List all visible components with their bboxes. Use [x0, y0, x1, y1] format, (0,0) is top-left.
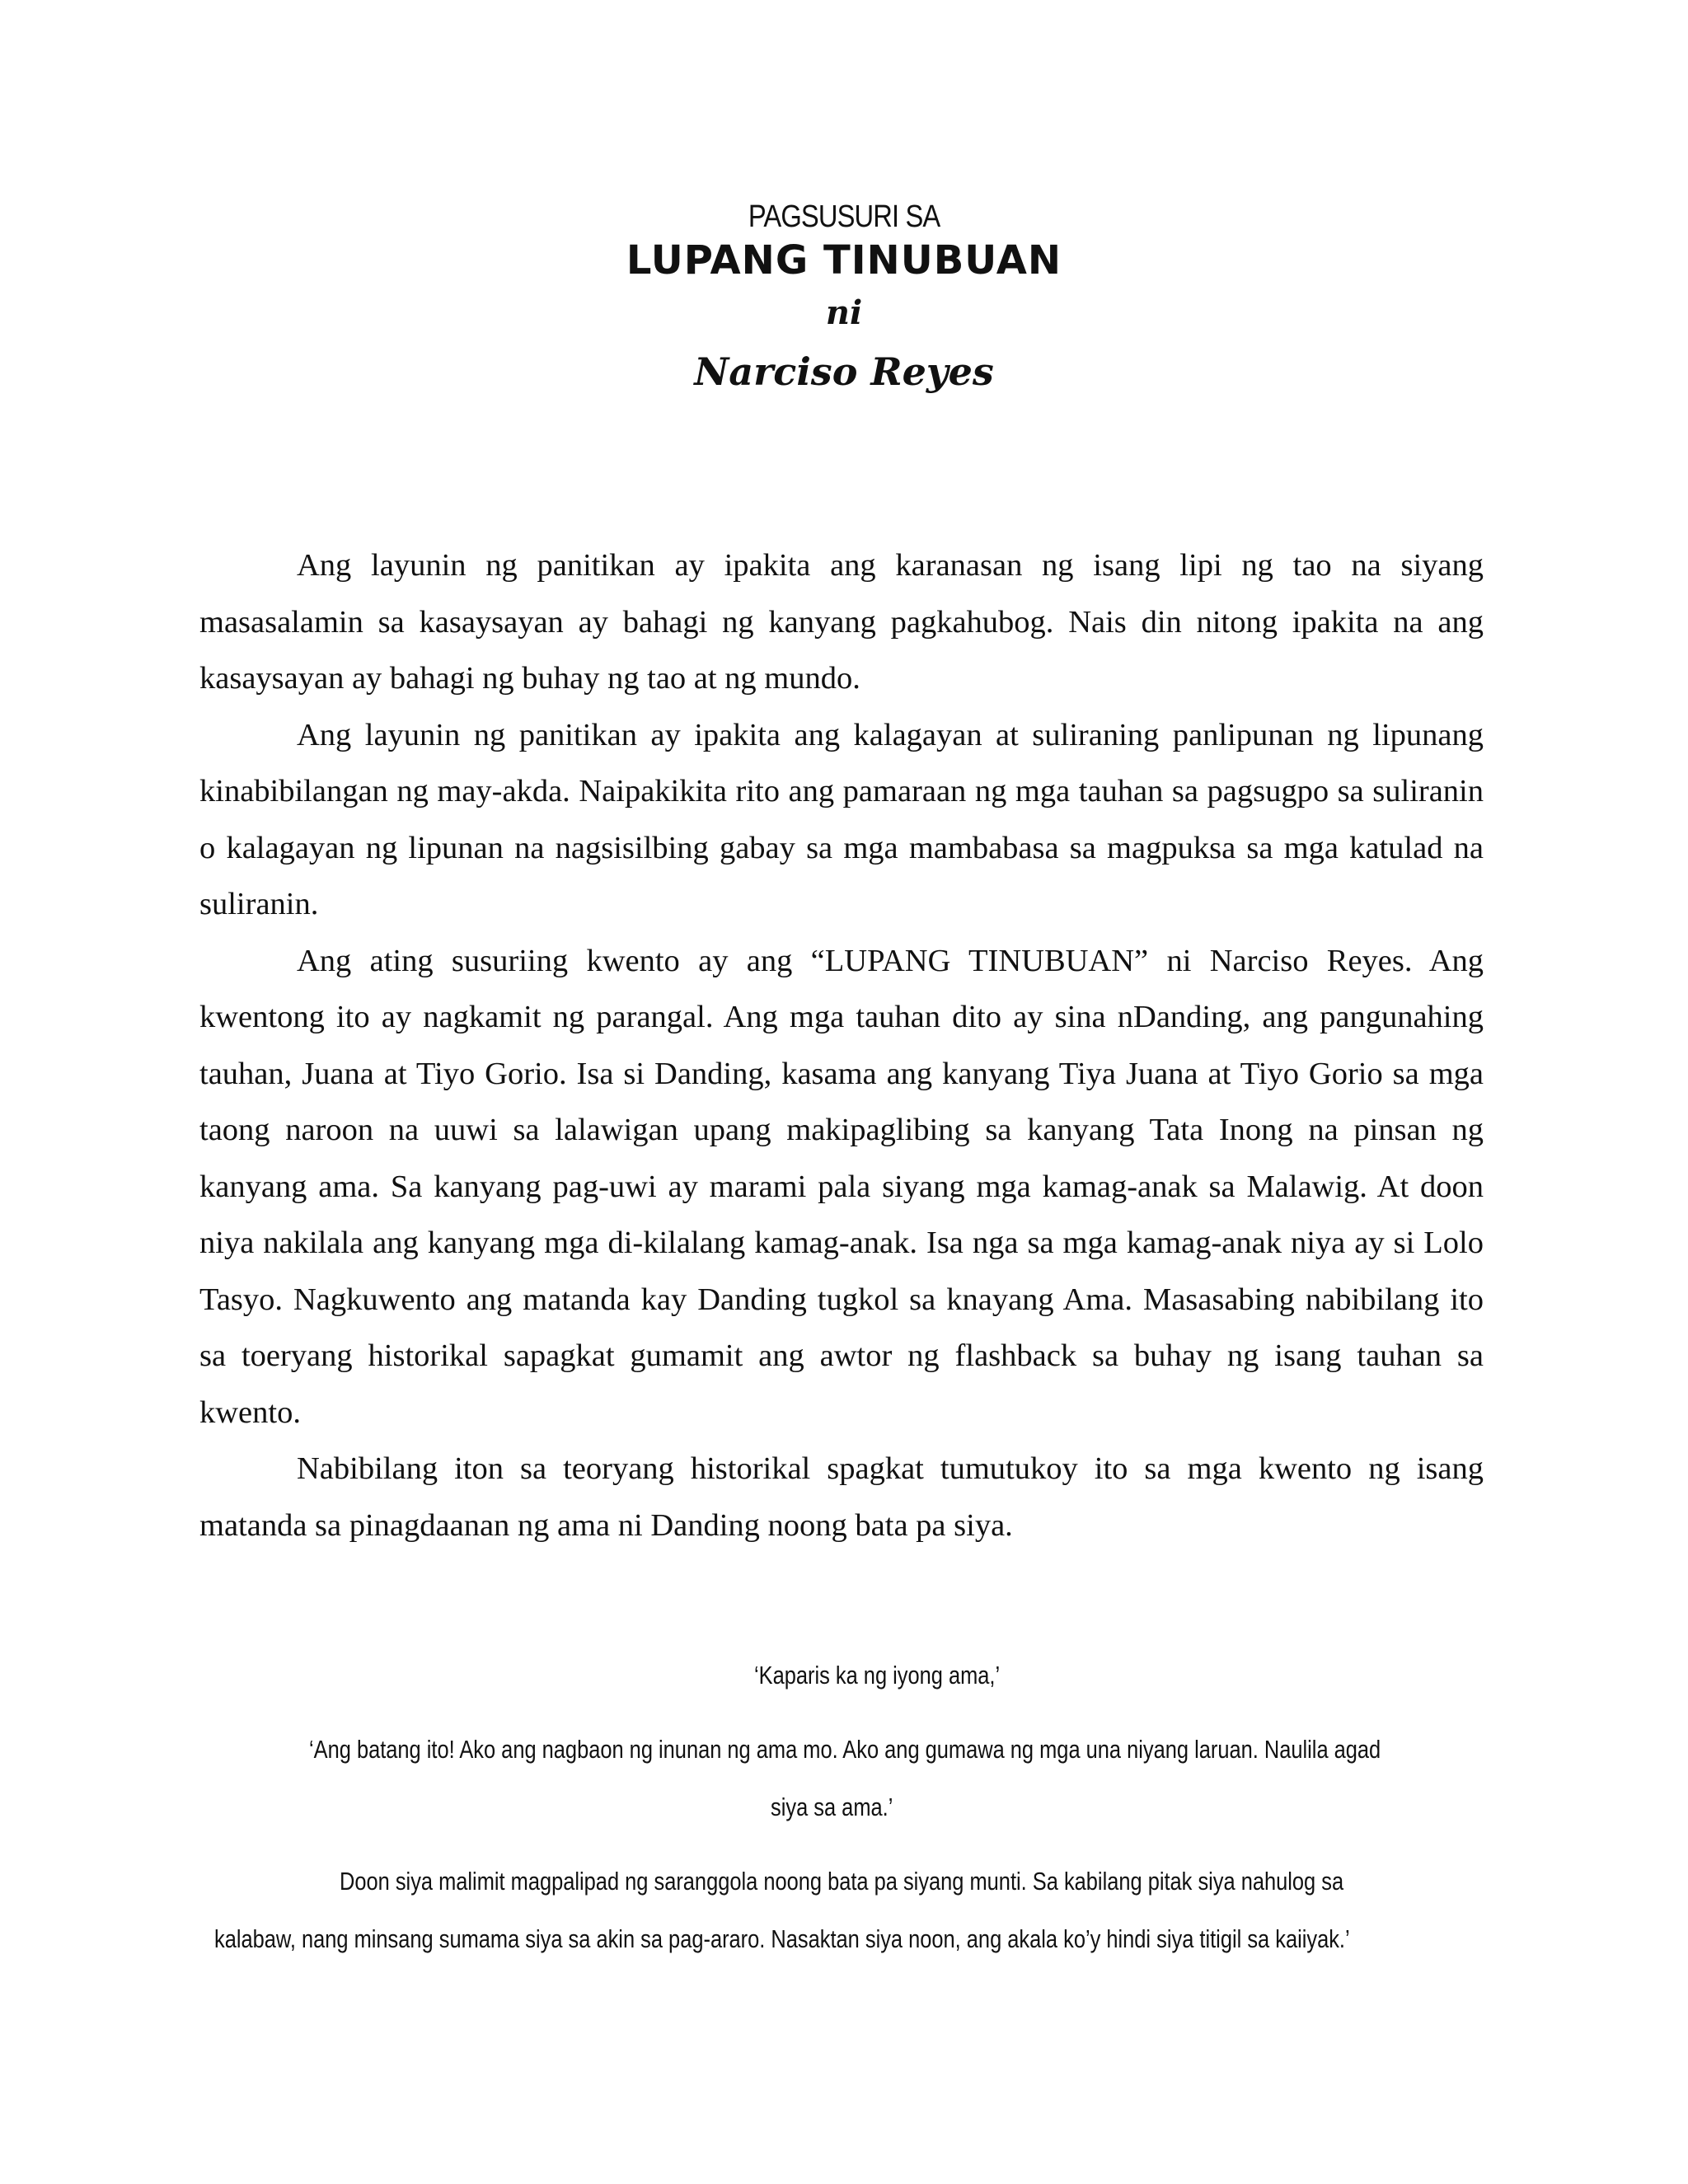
quote-2-line-2: siya sa ama.’	[771, 1793, 893, 1821]
paragraph-4: Nabibilang iton sa teoryang historikal spagkat tumutukoy ito sa mga kwento ng isang matanda sa pinagdaanan ng ama ni Danding noong bata pa siya.	[199, 1451, 1484, 1543]
quote-3-line-2: kalabaw, nang minsang sumama siya sa akin sa pag-araro. Nasaktan siya noon, ang akala ko’y hindi siya titigil sa kaiiyak.’	[214, 1924, 1350, 1953]
author-name: Narciso Reyes	[694, 349, 994, 394]
quote-1: ‘Kaparis ka ng iyong ama,’	[754, 1661, 1001, 1690]
paragraph-1: Ang layunin ng panitikan ay ipakita ang karanasan ng isang lipi ng tao na siyang masasalamin sa kasaysayan ay bahagi ng kanyang pagkahubog. Nais din nitong ipakita na ang kasaysayan ay bahagi ng buhay ng tao at ng mundo.	[199, 548, 1484, 696]
title-block	[0, 196, 1688, 401]
quote-2-line-1: ‘Ang batang ito! Ako ang nagbaon ng inunan ng ama mo. Ako ang gumawa ng mga una niyang laruan. Naulila agad	[309, 1735, 1381, 1764]
story-title: LUPANG TINUBUAN	[626, 237, 1062, 284]
quote-3-line-1: Doon siya malimit magpalipad ng saranggola noong bata pa siyang munti. Sa kabilang pitak siya nahulog sa	[340, 1867, 1344, 1896]
body-text	[199, 537, 1484, 1554]
paragraph-3: Ang ating susuriing kwento ay ang “LUPANG TINUBUAN” ni Narciso Reyes. Ang kwentong ito ay nagkamit ng parangal. Ang mga tauhan dito ay sina nDanding, ang pangunahing tauhan, Juana at Tiyo Gorio. Isa si Danding, kasama ang kanyang Tiya Juana at Tiyo Gorio sa mga taong naroon na uuwi sa lalawigan upang makipaglibing sa kanyang Tata Inong na pinsan ng kanyang ama. Sa kanyang pag-uwi ay marami pala siyang mga kamag-anak sa Malawig. At doon niya nakilala ang kanyang mga di-kilalang kamag-anak. Isa nga sa mga kamag-anak niya ay si Lolo Tasyo. Nagkuwento ang matanda kay Danding tugkol sa knayang Ama. Masasabing nabibilang ito sa toeryang historikal sapagkat gumamit ang awtor ng flashback sa buhay ng isang tauhan sa kwento.	[199, 943, 1484, 1430]
paragraph-2: Ang layunin ng panitikan ay ipakita ang kalagayan at suliraning panlipunan ng lipunang kinabibilangan ng may-akda. Naipakikita rito ang pamaraan ng mga tauhan sa pagsugpo sa suliranin o kalagayan ng lipunan na nagsisilbing gabay sa mga mambabasa sa magpuksa sa mga katulad na suliranin.	[199, 717, 1484, 921]
title-ni: ni	[825, 293, 863, 332]
title-prefix: PAGSUSURI SA	[748, 199, 940, 234]
